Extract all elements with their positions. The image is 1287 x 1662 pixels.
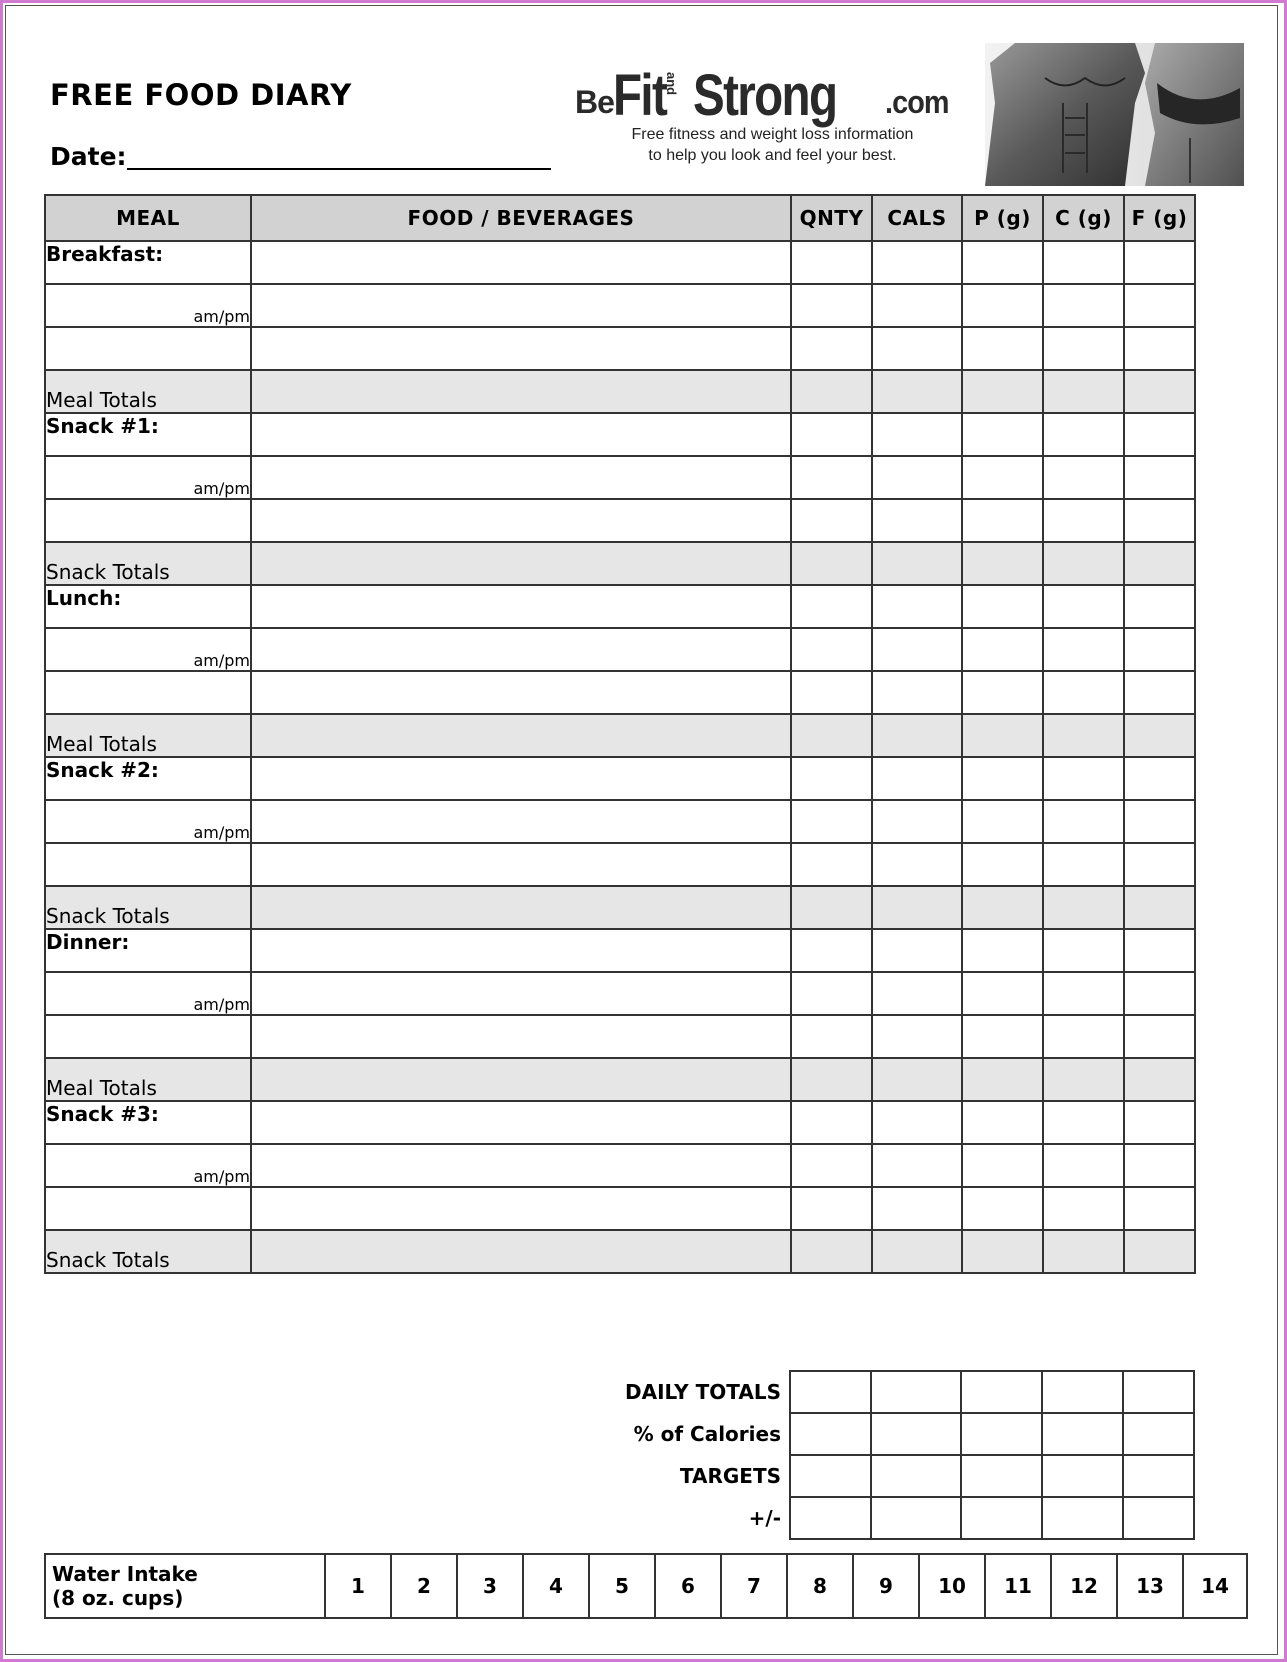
cals-cell[interactable] — [872, 1015, 962, 1058]
qnty-cell[interactable] — [791, 714, 872, 757]
cals-cell[interactable] — [872, 542, 962, 585]
summary-cell[interactable] — [1123, 1371, 1194, 1413]
time-cell[interactable]: am/pm — [45, 628, 251, 671]
meal-cell[interactable] — [45, 1015, 251, 1058]
carbs-cell[interactable] — [1043, 714, 1124, 757]
fat-cell[interactable] — [1124, 843, 1195, 886]
cals-cell[interactable] — [872, 241, 962, 284]
carbs-cell[interactable] — [1043, 800, 1124, 843]
fat-cell[interactable] — [1124, 886, 1195, 929]
logo-com: .com — [885, 84, 949, 120]
protein-cell[interactable] — [962, 241, 1043, 284]
protein-cell[interactable] — [962, 929, 1043, 972]
qnty-cell[interactable] — [791, 585, 872, 628]
cals-cell[interactable] — [872, 413, 962, 456]
cals-cell[interactable] — [872, 456, 962, 499]
water-intake-table — [44, 1553, 1248, 1619]
meal-label: Breakfast: — [45, 241, 251, 284]
cals-cell[interactable] — [872, 284, 962, 327]
fat-cell[interactable] — [1124, 757, 1195, 800]
table-row — [45, 628, 1195, 671]
page-title: FREE FOOD DIARY — [50, 78, 352, 112]
cals-cell[interactable] — [872, 800, 962, 843]
col-header-carbs: C (g) — [1043, 195, 1124, 241]
water-row — [45, 1554, 1247, 1618]
food-cell[interactable] — [251, 1015, 791, 1058]
fat-cell[interactable] — [1124, 1015, 1195, 1058]
meal-cell[interactable] — [45, 327, 251, 370]
protein-cell[interactable] — [962, 585, 1043, 628]
summary-cell[interactable] — [961, 1371, 1042, 1413]
food-cell[interactable] — [251, 886, 791, 929]
logo-strong: Strong — [693, 63, 837, 128]
water-cup-cell[interactable]: 8 — [787, 1554, 853, 1618]
table-row — [45, 413, 1195, 456]
protein-cell[interactable] — [962, 1187, 1043, 1230]
food-cell[interactable] — [251, 456, 791, 499]
fat-cell[interactable] — [1124, 714, 1195, 757]
time-cell[interactable]: am/pm — [45, 456, 251, 499]
water-cup-cell[interactable]: 3 — [457, 1554, 523, 1618]
cals-cell[interactable] — [872, 929, 962, 972]
table-row — [45, 1101, 1195, 1144]
qnty-cell[interactable] — [791, 628, 872, 671]
carbs-cell[interactable] — [1043, 542, 1124, 585]
qnty-cell[interactable] — [791, 1015, 872, 1058]
summary-cell[interactable] — [871, 1413, 961, 1455]
water-cup-cell[interactable]: 12 — [1051, 1554, 1117, 1618]
qnty-cell[interactable] — [791, 284, 872, 327]
totals-row — [45, 714, 1195, 757]
qnty-cell[interactable] — [791, 327, 872, 370]
fat-cell[interactable] — [1124, 241, 1195, 284]
water-cup-cell[interactable]: 2 — [391, 1554, 457, 1618]
carbs-cell[interactable] — [1043, 1015, 1124, 1058]
table-row — [45, 456, 1195, 499]
table-row — [45, 284, 1195, 327]
food-cell[interactable] — [251, 1187, 791, 1230]
time-cell[interactable]: am/pm — [45, 800, 251, 843]
table-row — [45, 972, 1195, 1015]
summary-label: +/- — [748, 1506, 781, 1530]
protein-cell[interactable] — [962, 843, 1043, 886]
cals-cell[interactable] — [872, 1144, 962, 1187]
meal-label: Snack #1: — [45, 413, 251, 456]
cals-cell[interactable] — [872, 370, 962, 413]
cals-cell[interactable] — [872, 714, 962, 757]
carbs-cell[interactable] — [1043, 628, 1124, 671]
fat-cell[interactable] — [1124, 327, 1195, 370]
fat-cell[interactable] — [1124, 800, 1195, 843]
protein-cell[interactable] — [962, 1230, 1043, 1273]
totals-row — [45, 370, 1195, 413]
table-row — [45, 929, 1195, 972]
table-row — [45, 1144, 1195, 1187]
food-cell[interactable] — [251, 714, 791, 757]
totals-label: Snack Totals — [45, 886, 251, 929]
cals-cell[interactable] — [872, 1058, 962, 1101]
food-cell[interactable] — [251, 972, 791, 1015]
totals-row — [45, 886, 1195, 929]
water-cup-cell[interactable]: 7 — [721, 1554, 787, 1618]
protein-cell[interactable] — [962, 413, 1043, 456]
site-logo — [575, 62, 970, 172]
time-cell[interactable]: am/pm — [45, 284, 251, 327]
totals-row — [45, 542, 1195, 585]
water-cup-cell[interactable]: 5 — [589, 1554, 655, 1618]
qnty-cell[interactable] — [791, 499, 872, 542]
food-log-table — [44, 194, 1196, 1274]
fat-cell[interactable] — [1124, 585, 1195, 628]
summary-row — [44, 1371, 1194, 1413]
meal-cell[interactable] — [45, 843, 251, 886]
carbs-cell[interactable] — [1043, 929, 1124, 972]
logo-wordmark — [575, 62, 970, 128]
qnty-cell[interactable] — [791, 972, 872, 1015]
summary-cell[interactable] — [961, 1497, 1042, 1539]
qnty-cell[interactable] — [791, 413, 872, 456]
food-cell[interactable] — [251, 1230, 791, 1273]
qnty-cell[interactable] — [791, 1058, 872, 1101]
table-row — [45, 800, 1195, 843]
daily-summary-table — [44, 1370, 1195, 1540]
food-cell[interactable] — [251, 542, 791, 585]
table-row — [45, 671, 1195, 714]
protein-cell[interactable] — [962, 542, 1043, 585]
carbs-cell[interactable] — [1043, 370, 1124, 413]
protein-cell[interactable] — [962, 284, 1043, 327]
summary-row — [44, 1497, 1194, 1539]
table-row — [45, 1015, 1195, 1058]
food-cell[interactable] — [251, 1058, 791, 1101]
col-header-cals: CALS — [872, 195, 962, 241]
fat-cell[interactable] — [1124, 1230, 1195, 1273]
carbs-cell[interactable] — [1043, 886, 1124, 929]
summary-label: TARGETS — [679, 1464, 781, 1488]
totals-label: Meal Totals — [45, 370, 251, 413]
qnty-cell[interactable] — [791, 843, 872, 886]
fat-cell[interactable] — [1124, 1058, 1195, 1101]
fat-cell[interactable] — [1124, 1187, 1195, 1230]
table-row — [45, 757, 1195, 800]
water-cup-cell[interactable]: 14 — [1183, 1554, 1247, 1618]
qnty-cell[interactable] — [791, 671, 872, 714]
protein-cell[interactable] — [962, 1058, 1043, 1101]
qnty-cell[interactable] — [791, 1101, 872, 1144]
time-cell[interactable]: am/pm — [45, 1144, 251, 1187]
protein-cell[interactable] — [962, 327, 1043, 370]
qnty-cell[interactable] — [791, 370, 872, 413]
summary-cell[interactable] — [1123, 1455, 1194, 1497]
summary-cell[interactable] — [871, 1497, 961, 1539]
totals-label: Snack Totals — [45, 542, 251, 585]
water-cup-cell[interactable]: 13 — [1117, 1554, 1183, 1618]
carbs-cell[interactable] — [1043, 1058, 1124, 1101]
fat-cell[interactable] — [1124, 671, 1195, 714]
carbs-cell[interactable] — [1043, 972, 1124, 1015]
summary-cell[interactable] — [1123, 1413, 1194, 1455]
protein-cell[interactable] — [962, 456, 1043, 499]
fat-cell[interactable] — [1124, 413, 1195, 456]
protein-cell[interactable] — [962, 1101, 1043, 1144]
fat-cell[interactable] — [1124, 1144, 1195, 1187]
logo-be: Be — [575, 84, 614, 120]
food-cell[interactable] — [251, 413, 791, 456]
carbs-cell[interactable] — [1043, 757, 1124, 800]
summary-label: DAILY TOTALS — [625, 1380, 781, 1404]
carbs-cell[interactable] — [1043, 413, 1124, 456]
carbs-cell[interactable] — [1043, 1230, 1124, 1273]
fitness-photo — [985, 43, 1244, 186]
totals-label: Meal Totals — [45, 714, 251, 757]
cals-cell[interactable] — [872, 1187, 962, 1230]
meal-label: Snack #2: — [45, 757, 251, 800]
water-cup-cell[interactable]: 6 — [655, 1554, 721, 1618]
col-header-food: FOOD / BEVERAGES — [251, 195, 791, 241]
summary-row — [44, 1455, 1194, 1497]
carbs-cell[interactable] — [1043, 1187, 1124, 1230]
cals-cell[interactable] — [872, 499, 962, 542]
meal-cell[interactable] — [45, 1187, 251, 1230]
food-cell[interactable] — [251, 241, 791, 284]
logo-tagline-2: to help you look and feel your best. — [648, 147, 897, 164]
summary-cell[interactable] — [790, 1497, 871, 1539]
qnty-cell[interactable] — [791, 542, 872, 585]
carbs-cell[interactable] — [1043, 843, 1124, 886]
summary-label: % of Calories — [633, 1422, 781, 1446]
carbs-cell[interactable] — [1043, 327, 1124, 370]
cals-cell[interactable] — [872, 1101, 962, 1144]
fat-cell[interactable] — [1124, 370, 1195, 413]
qnty-cell[interactable] — [791, 456, 872, 499]
table-row — [45, 499, 1195, 542]
cals-cell[interactable] — [872, 628, 962, 671]
totals-label: Snack Totals — [45, 1230, 251, 1273]
summary-cell[interactable] — [961, 1413, 1042, 1455]
food-cell[interactable] — [251, 499, 791, 542]
carbs-cell[interactable] — [1043, 671, 1124, 714]
meal-cell[interactable] — [45, 499, 251, 542]
fat-cell[interactable] — [1124, 499, 1195, 542]
qnty-cell[interactable] — [791, 800, 872, 843]
cals-cell[interactable] — [872, 843, 962, 886]
food-cell[interactable] — [251, 327, 791, 370]
carbs-cell[interactable] — [1043, 585, 1124, 628]
summary-cell[interactable] — [1042, 1413, 1123, 1455]
water-cup-cell[interactable]: 10 — [919, 1554, 985, 1618]
protein-cell[interactable] — [962, 1015, 1043, 1058]
protein-cell[interactable] — [962, 714, 1043, 757]
logo-tagline-1: Free fitness and weight loss information — [631, 126, 914, 143]
totals-label: Meal Totals — [45, 1058, 251, 1101]
protein-cell[interactable] — [962, 800, 1043, 843]
qnty-cell[interactable] — [791, 1144, 872, 1187]
cals-cell[interactable] — [872, 886, 962, 929]
fat-cell[interactable] — [1124, 1101, 1195, 1144]
time-cell[interactable]: am/pm — [45, 972, 251, 1015]
protein-cell[interactable] — [962, 886, 1043, 929]
table-row — [45, 327, 1195, 370]
protein-cell[interactable] — [962, 757, 1043, 800]
protein-cell[interactable] — [962, 972, 1043, 1015]
water-intake-unit: (8 oz. cups) — [52, 1586, 184, 1610]
carbs-cell[interactable] — [1043, 1144, 1124, 1187]
carbs-cell[interactable] — [1043, 499, 1124, 542]
qnty-cell[interactable] — [791, 757, 872, 800]
qnty-cell[interactable] — [791, 929, 872, 972]
carbs-cell[interactable] — [1043, 1101, 1124, 1144]
food-cell[interactable] — [251, 757, 791, 800]
fat-cell[interactable] — [1124, 929, 1195, 972]
water-cup-cell[interactable]: 9 — [853, 1554, 919, 1618]
meal-label: Snack #3: — [45, 1101, 251, 1144]
protein-cell[interactable] — [962, 370, 1043, 413]
table-row — [45, 241, 1195, 284]
qnty-cell[interactable] — [791, 886, 872, 929]
summary-cell[interactable] — [1042, 1455, 1123, 1497]
summary-cell[interactable] — [1042, 1371, 1123, 1413]
water-cup-cell[interactable]: 4 — [523, 1554, 589, 1618]
protein-cell[interactable] — [962, 628, 1043, 671]
food-cell[interactable] — [251, 1144, 791, 1187]
food-cell[interactable] — [251, 370, 791, 413]
date-label: Date: — [50, 142, 127, 171]
fat-cell[interactable] — [1124, 284, 1195, 327]
water-cup-cell[interactable]: 1 — [325, 1554, 391, 1618]
table-row — [45, 843, 1195, 886]
table-header-row — [45, 195, 1195, 241]
meal-cell[interactable] — [45, 671, 251, 714]
cals-cell[interactable] — [872, 585, 962, 628]
col-header-fat: F (g) — [1124, 195, 1195, 241]
qnty-cell[interactable] — [791, 241, 872, 284]
protein-cell[interactable] — [962, 1144, 1043, 1187]
food-cell[interactable] — [251, 628, 791, 671]
summary-cell[interactable] — [790, 1455, 871, 1497]
col-header-meal: MEAL — [45, 195, 251, 241]
summary-cell[interactable] — [790, 1413, 871, 1455]
summary-cell[interactable] — [871, 1455, 961, 1497]
col-header-protein: P (g) — [962, 195, 1043, 241]
col-header-qnty: QNTY — [791, 195, 872, 241]
summary-cell[interactable] — [961, 1455, 1042, 1497]
food-cell[interactable] — [251, 1101, 791, 1144]
meal-label: Lunch: — [45, 585, 251, 628]
cals-cell[interactable] — [872, 972, 962, 1015]
totals-row — [45, 1058, 1195, 1101]
cals-cell[interactable] — [872, 1230, 962, 1273]
cals-cell[interactable] — [872, 327, 962, 370]
summary-cell[interactable] — [790, 1371, 871, 1413]
food-cell[interactable] — [251, 800, 791, 843]
totals-row — [45, 1230, 1195, 1273]
carbs-cell[interactable] — [1043, 456, 1124, 499]
food-cell[interactable] — [251, 284, 791, 327]
carbs-cell[interactable] — [1043, 241, 1124, 284]
qnty-cell[interactable] — [791, 1187, 872, 1230]
table-row — [45, 585, 1195, 628]
summary-row — [44, 1413, 1194, 1455]
date-field[interactable] — [127, 168, 551, 170]
logo-fit: Fit — [613, 63, 667, 128]
logo-and: and — [664, 72, 679, 96]
cals-cell[interactable] — [872, 757, 962, 800]
fat-cell[interactable] — [1124, 456, 1195, 499]
water-intake-label — [45, 1554, 325, 1618]
food-cell[interactable] — [251, 671, 791, 714]
water-intake-title: Water Intake — [52, 1562, 198, 1586]
qnty-cell[interactable] — [791, 1230, 872, 1273]
cals-cell[interactable] — [872, 671, 962, 714]
fat-cell[interactable] — [1124, 972, 1195, 1015]
food-cell[interactable] — [251, 585, 791, 628]
meal-label: Dinner: — [45, 929, 251, 972]
protein-cell[interactable] — [962, 499, 1043, 542]
food-cell[interactable] — [251, 843, 791, 886]
table-row — [45, 1187, 1195, 1230]
food-cell[interactable] — [251, 929, 791, 972]
summary-cell[interactable] — [871, 1371, 961, 1413]
water-cup-cell[interactable]: 11 — [985, 1554, 1051, 1618]
summary-cell[interactable] — [1123, 1497, 1194, 1539]
carbs-cell[interactable] — [1043, 284, 1124, 327]
fat-cell[interactable] — [1124, 542, 1195, 585]
protein-cell[interactable] — [962, 671, 1043, 714]
summary-cell[interactable] — [1042, 1497, 1123, 1539]
fat-cell[interactable] — [1124, 628, 1195, 671]
